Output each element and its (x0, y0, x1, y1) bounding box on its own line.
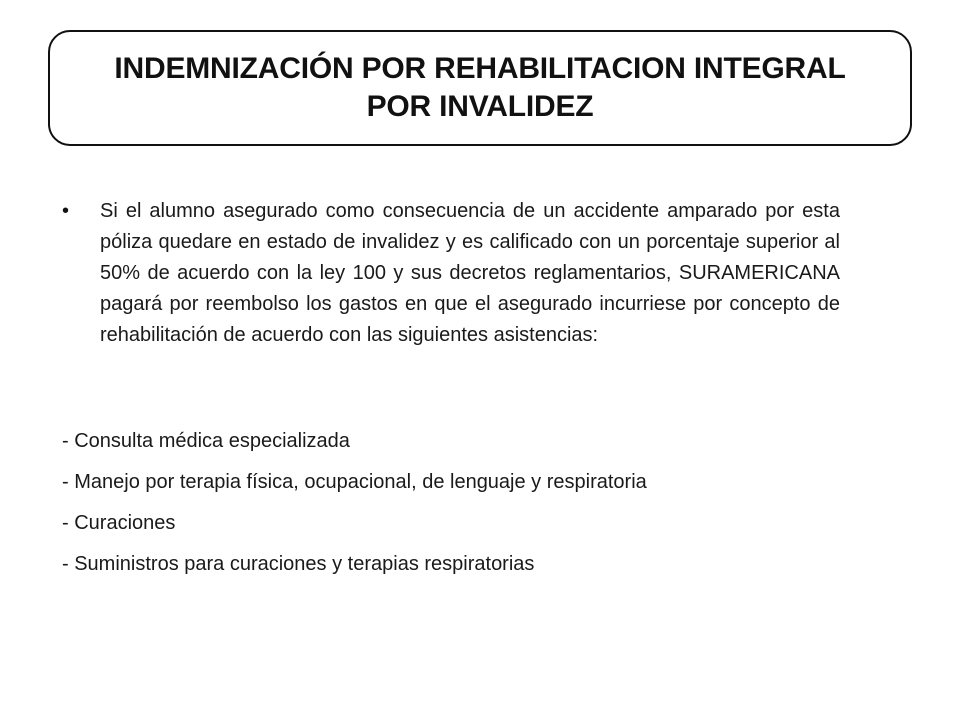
slide-title-line-1: INDEMNIZACIÓN POR REHABILITACION INTEGRAL (114, 52, 846, 85)
title-box (48, 30, 912, 146)
list-item: - Suministros para curaciones y terapias respiratorias (62, 553, 535, 575)
list-item: - Consulta médica especializada (62, 430, 350, 452)
assistances-list (62, 428, 912, 592)
bullet-paragraph (62, 196, 840, 351)
list-item: - Curaciones (62, 512, 176, 534)
bullet-text: Si el alumno asegurado como consecuencia de un accidente amparado por esta póliza quedare en estado de invalidez y es calificado con un porcentaje superior al 50% de acuerdo con la ley 100 y sus decretos reglamentarios, SURAMERICANA pagará por reembolso los gastos en que el asegurado incurriese por concepto de rehabilitación de acuerdo con las siguientes asistencias: (100, 200, 840, 346)
slide-title-line-2: POR INVALIDEZ (366, 90, 594, 123)
bullet-icon: • (62, 200, 70, 222)
list-item: - Manejo por terapia física, ocupacional, de lenguaje y respiratoria (62, 471, 647, 493)
slide-title (114, 50, 845, 126)
